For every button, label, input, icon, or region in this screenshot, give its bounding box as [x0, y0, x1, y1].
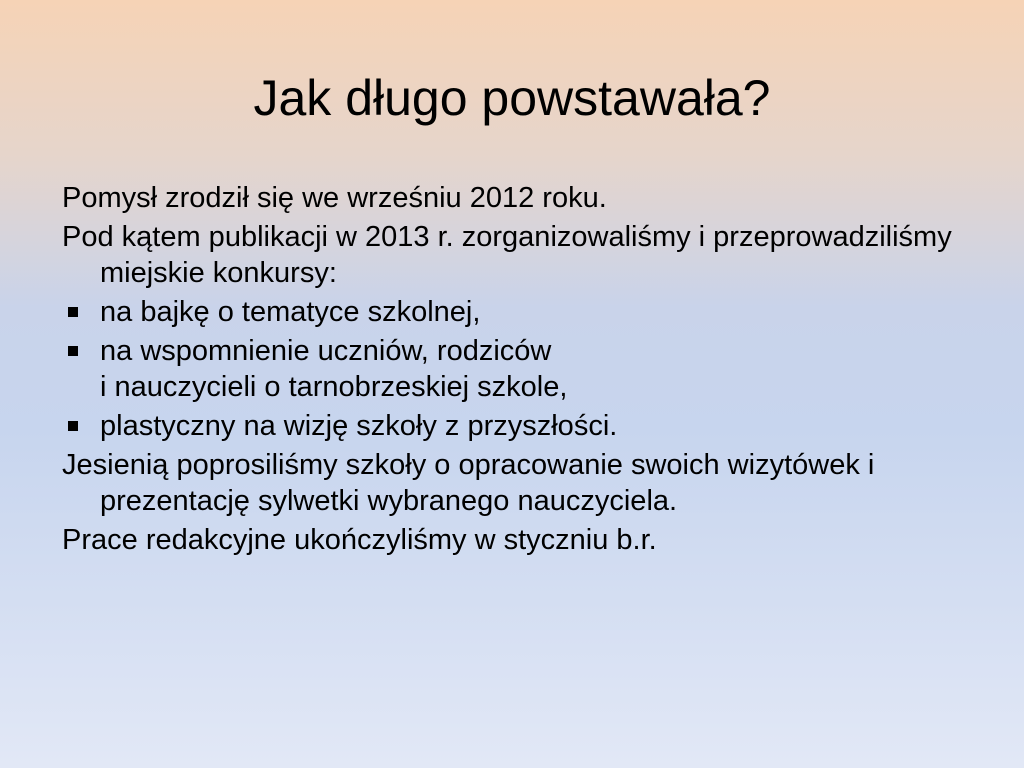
bullet-item-continuation: i nauczycieli o tarnobrzeskiej szkole,	[100, 371, 568, 403]
bullet-item-label: na bajkę o tematyce szkolnej,	[100, 296, 481, 328]
bullet-item-memories	[62, 333, 962, 405]
slide-title: Jak długo powstawała?	[253, 70, 771, 126]
bullet-item-fairy-tale	[62, 294, 962, 330]
paragraph-idea: Pomysł zrodził się we wrześniu 2012 roku.	[62, 182, 607, 214]
paragraph-competitions: Pod kątem publikacji w 2013 r. zorganizowaliśmy i przeprowadziliśmy miejskie konkursy:	[62, 221, 952, 289]
square-bullet-icon	[68, 346, 78, 356]
square-bullet-icon	[68, 421, 78, 431]
paragraph-autumn: Jesienią poprosiliśmy szkoły o opracowanie swoich wizytówek i prezentację sylwetki wybranego nauczyciela.	[62, 449, 875, 517]
paragraph-editing: Prace redakcyjne ukończyliśmy w styczniu b.r.	[62, 524, 657, 556]
square-bullet-icon	[68, 307, 78, 317]
bullet-item-label: plastyczny na wizję szkoły z przyszłości.	[100, 410, 618, 442]
slide-body	[62, 180, 962, 561]
bullet-item-label: na wspomnienie uczniów, rodziców	[100, 335, 552, 367]
bullet-item-art	[62, 408, 962, 444]
